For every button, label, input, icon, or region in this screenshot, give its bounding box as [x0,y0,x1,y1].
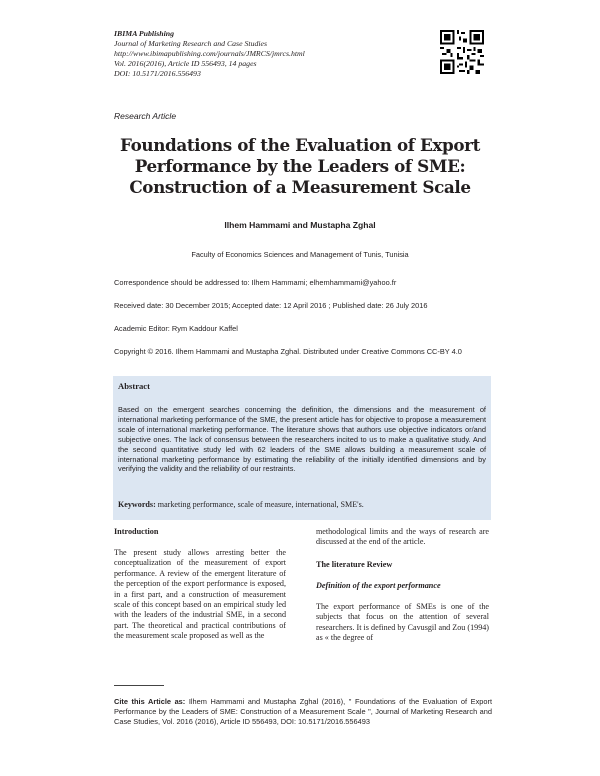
abstract-heading: Abstract [118,381,150,391]
publication-dates: Received date: 30 December 2015; Accepted date: 12 April 2016 ; Published date: 26 July 2016 [114,301,428,310]
volume-info: Vol. 2016(2016), Article ID 556493, 14 pages [114,59,257,68]
keywords-label: Keywords: [118,500,156,509]
title-line: Foundations of the Evaluation of Export [120,135,480,155]
abstract-box [113,376,491,520]
introduction-heading: Introduction [114,527,159,536]
definition-heading: Definition of the export performance [316,580,441,590]
doi: DOI: 10.5171/2016.556493 [114,69,201,78]
correspondence: Correspondence should be addressed to: Ilhem Hammami; elhemhammami@yahoo.fr [114,278,397,287]
qr-code-icon [440,30,484,74]
keywords-list: marketing performance, scale of measure, international, SME's. [157,500,364,509]
introduction-text: The present study allows arresting better the conceptualization of the measurement of export performance. A review of the emergent literature of the perception of the export performance is exposed, in a first part, and a construction of measurement scale of this concept based on an empirical study led with the leaders of the industrial SME, in a second part. The theoretical and practical contributions of the measurement scale proposed as well as the [114,548,286,641]
abstract-text: Based on the emergent searches concerning the definition, the dimensions and the measurement of international marketing performance of the SME, the present article has for objective to propose a measurement scale of international marketing performance. The literature shows that authors use objective indicators or/and subjective ones. The lack of consensus between the researchers incited to us to make a qualitative study. And the second quantitative study led with 62 leaders of the SME allows building a measurement scale of international marketing performance by estimating the reliability of the initially identified dimensions and by verifying the validity and the reliability of our restraints. [118,405,486,474]
journal-url[interactable]: http://www.ibimapublishing.com/journals/JMRCS/jmrcs.html [114,49,305,58]
journal-name: Journal of Marketing Research and Case Studies [114,39,268,48]
copyright: Copyright © 2016. Ilhem Hammami and Mustapha Zghal. Distributed under Creative Commons CC-BY 4.0 [114,347,462,356]
introduction-continued: methodological limits and the ways of research are discussed at the end of the article. [316,527,489,547]
literature-review-heading: The literature Review [316,559,393,569]
right-column [316,527,489,643]
title-line: Performance by the Leaders of SME: [134,156,466,176]
article-type: Research Article [114,111,177,121]
academic-editor: Academic Editor: Rym Kaddour Kaffel [114,324,238,333]
authors: Ilhem Hammami and Mustapha Zghal [224,220,376,230]
keywords [118,500,486,509]
footnote-rule [114,685,164,686]
left-column [114,527,286,642]
definition-text: The export performance of SMEs is one of the subjects that focus on the attention of several researchers. It is defined by Cavusgil and Zou (1994) as « the degree of [316,601,489,643]
publisher-name: IBIMA Publishing [114,29,175,38]
title-line: Construction of a Measurement Scale [129,177,471,197]
affiliation: Faculty of Economics Sciences and Management of Tunis, Tunisia [191,250,409,259]
citation-text: Ilhem Hammami and Mustapha Zghal (2016), " Foundations of the Evaluation of Export Performance by the Leaders of SME: Construction of a Measurement Scale ", Journal of Marketing Research and Case Studies, Vol. 2016 (2016), Article ID 556493, DOI: 10.5171/2016.556493 [114,697,492,726]
citation-label: Cite this Article as: [114,697,186,706]
article-title [100,135,500,198]
citation [114,697,492,727]
journal-header [114,29,434,79]
